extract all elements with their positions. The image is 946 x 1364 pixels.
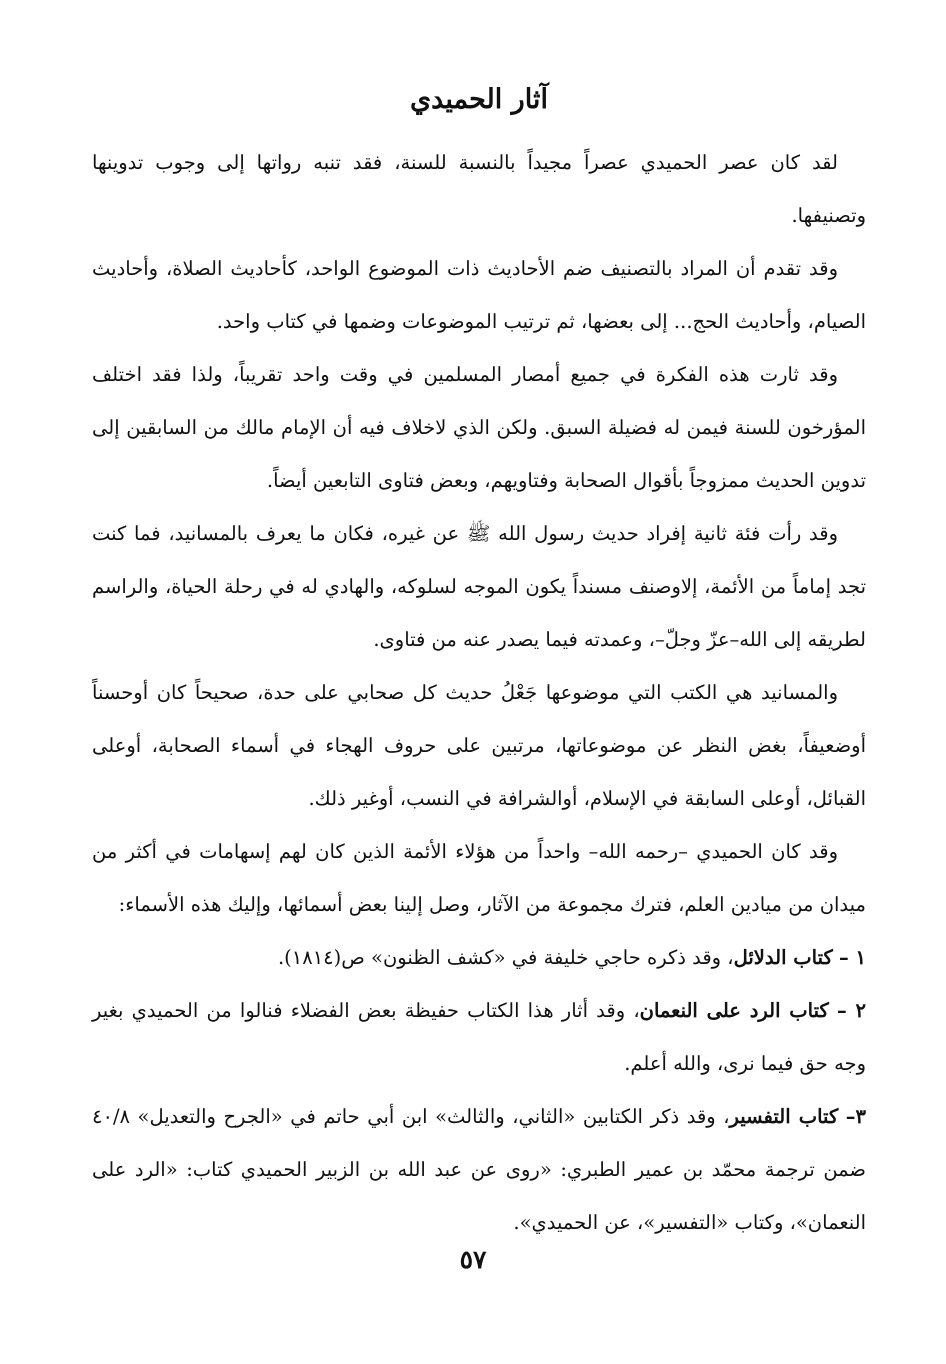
book-title: كتاب الرد على النعمان bbox=[639, 999, 829, 1022]
page-title: آثار الحميدي bbox=[410, 84, 548, 115]
list-item-text: ، وقد أثار هذا الكتاب حفيظة بعض الفضلاء فنالوا من الحميدي بغير وجه حق فيما نرى، والله أعلم. bbox=[92, 999, 866, 1075]
paragraph-3: وقد ثارت هذه الفكرة في جميع أمصار المسلمين في وقت واحد تقريباً، ولذا فقد اختلف المؤرخون للسنة فيمن له فضيلة السبق. ولكن الذي لاخلاف فيه أن الإمام مالك من السابقين إلى تدوين الحديث ممزوجاً بأقوال الصحابة وفتاويهم، وبعض فتاوى التابعين أيضاً. bbox=[92, 363, 866, 492]
paragraph-1: لقد كان عصر الحميدي عصراً مجيداً بالنسبة للسنة، فقد تنبه رواتها إلى وجوب تدوينها وتصنيفها. bbox=[92, 151, 866, 227]
book-title: كتاب التفسير bbox=[729, 1105, 839, 1128]
list-item-1 bbox=[92, 931, 866, 984]
paragraph-6: وقد كان الحميدي –رحمه الله– واحداً من هؤلاء الأئمة الذين كان لهم إسهامات في أكثر من ميدان من ميادين العلم، فترك مجموعة من الآثار، وصل إلينا بعض أسمائها، وإليك هذه الأسماء: bbox=[92, 840, 866, 916]
book-title: كتاب الدلائل bbox=[733, 946, 833, 969]
list-item-2 bbox=[92, 984, 866, 1090]
document-page bbox=[92, 78, 866, 1348]
list-item-number: ٢ – bbox=[836, 999, 866, 1022]
paragraph-4: وقد رأت فئة ثانية إفراد حديث رسول الله ﷺ عن غيره، فكان ما يعرف بالمسانيد، فما كنت تجد إماماً من الأئمة، إلاوصنف مسنداً يكون الموجه لسلوكه، والهادي له في رحلة الحياة، والراسم لطريقه إلى الله–عزّ وجلّ–، وعمدته فيما يصدر عنه من فتاوى. bbox=[92, 522, 866, 651]
paragraph-2: وقد تقدم أن المراد بالتصنيف ضم الأحاديث ذات الموضوع الواحد، كأحاديث الصلاة، وأحاديث الصيام، وأحاديث الحج... إلى بعضها، ثم ترتيب الموضوعات وضمها في كتاب واحد. bbox=[92, 257, 866, 333]
page-number: ٥٧ bbox=[459, 1245, 487, 1274]
list-item-3 bbox=[92, 1090, 866, 1249]
list-item-number: ٣– bbox=[845, 1105, 866, 1128]
paragraph-5: والمسانيد هي الكتب التي موضوعها جَعْلُ حديث كل صحابي على حدة، صحيحاً كان أوحسناً أوضعيفاً، بغض النظر عن موضوعاتها، مرتبين على حروف الهجاء في أسماء الصحابة، أوعلى القبائل، أوعلى السابقة في الإسلام، أوالشرافة في النسب، أوغير ذلك. bbox=[92, 681, 866, 810]
list-item-text: ، وقد ذكره حاجي خليفة في «كشف الظنون» ص(١٨١٤). bbox=[277, 946, 734, 969]
list-item-number: ١ – bbox=[838, 946, 866, 969]
list-item-text: ، وقد ذكر الكتابين «الثاني، والثالث» ابن أبي حاتم في «الجرح والتعديل» ٤٠/٨ ضمن ترجمة محمّد بن عمير الطبري: «روى عن عبد الله بن الزبير الحميدي كتاب: «الرد على النعمان»، وكتاب «التفسير»، عن الحميدي». bbox=[92, 1105, 866, 1234]
